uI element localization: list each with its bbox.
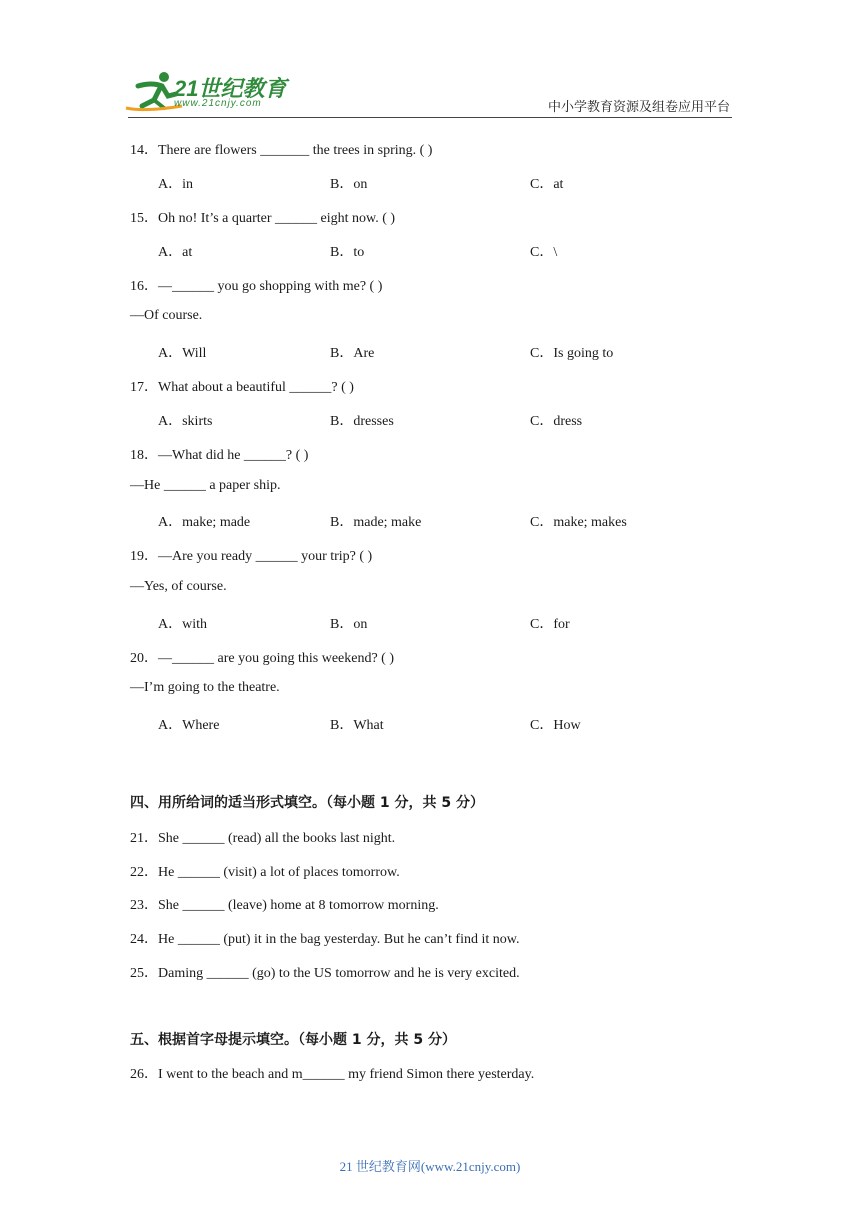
question-20-option-a: A．Where [158,718,220,733]
header-divider [128,117,732,118]
question-14-option-b: B．on [330,177,368,192]
section-4-heading: 四、用所给词的适当形式填空。（每小题 1 分，共 5 分） [130,795,484,811]
fill-item-25: 25．Daming ______ (go) to the US tomorrow and he is very excited. [130,966,520,981]
fill-item-23: 23．She ______ (leave) home at 8 tomorrow morning. [130,898,439,913]
question-20-reply: —I’m going to the theatre. [130,680,280,695]
question-15-option-c: C．\ [530,245,558,260]
question-17-stem: 17．What about a beautiful ______? ( ) [130,380,354,395]
question-18-option-a: A．make; made [158,515,251,530]
question-20-option-c: C．How [530,718,581,733]
page-header [0,0,860,125]
question-17-option-c: C．dress [530,414,583,429]
question-17-option-a: A．skirts [158,414,213,429]
question-19-stem: 19．—Are you ready ______ your trip? ( ) [130,549,373,564]
question-15-option-a: A．at [158,245,193,260]
logo-url: www.21cnjy.com [174,98,262,109]
page-footer: 21 世纪教育网(www.21cnjy.com) [339,1159,521,1174]
question-16-option-a: A．Will [158,346,207,361]
question-18-reply: —He ______ a paper ship. [130,478,281,493]
question-14-option-a: A．in [158,177,193,192]
logo-text: 21世纪教育 [174,76,287,101]
question-16-stem: 16．—______ you go shopping with me? ( ) [130,279,383,294]
section-5-heading: 五、根据首字母提示填空。（每小题 1 分，共 5 分） [130,1032,456,1048]
fill-item-26: 26．I went to the beach and m______ my friend Simon there yesterday. [130,1067,535,1082]
question-19-reply: —Yes, of course. [130,579,227,594]
question-16-reply: —Of course. [130,308,203,323]
question-14-stem: 14．There are flowers _______ the trees in spring. ( ) [130,143,433,158]
question-16-option-c: C．Is going to [530,346,614,361]
question-18-option-b: B．made; make [330,515,422,530]
header-platform-name: 中小学教育资源及组卷应用平台 [547,100,730,115]
question-18-stem: 18．—What did he ______? ( ) [130,448,309,463]
question-16-option-b: B．Are [330,346,375,361]
question-18-option-c: C．make; makes [530,515,627,530]
question-14-option-c: C．at [530,177,564,192]
question-19-option-b: B．on [330,617,368,632]
fill-item-21: 21．She ______ (read) all the books last night. [130,831,396,846]
question-15-option-b: B．to [330,245,365,260]
fill-item-24: 24．He ______ (put) it in the bag yesterday. But he can’t find it now. [130,932,520,947]
question-20-stem: 20．—______ are you going this weekend? ( ) [130,651,394,666]
question-19-option-a: A．with [158,617,207,632]
question-17-option-b: B．dresses [330,414,394,429]
fill-item-22: 22．He ______ (visit) a lot of places tomorrow. [130,865,400,880]
question-19-option-c: C．for [530,617,570,632]
site-logo [124,68,304,114]
question-20-option-b: B．What [330,718,384,733]
question-15-stem: 15．Oh no! It’s a quarter ______ eight now. ( ) [130,211,396,226]
